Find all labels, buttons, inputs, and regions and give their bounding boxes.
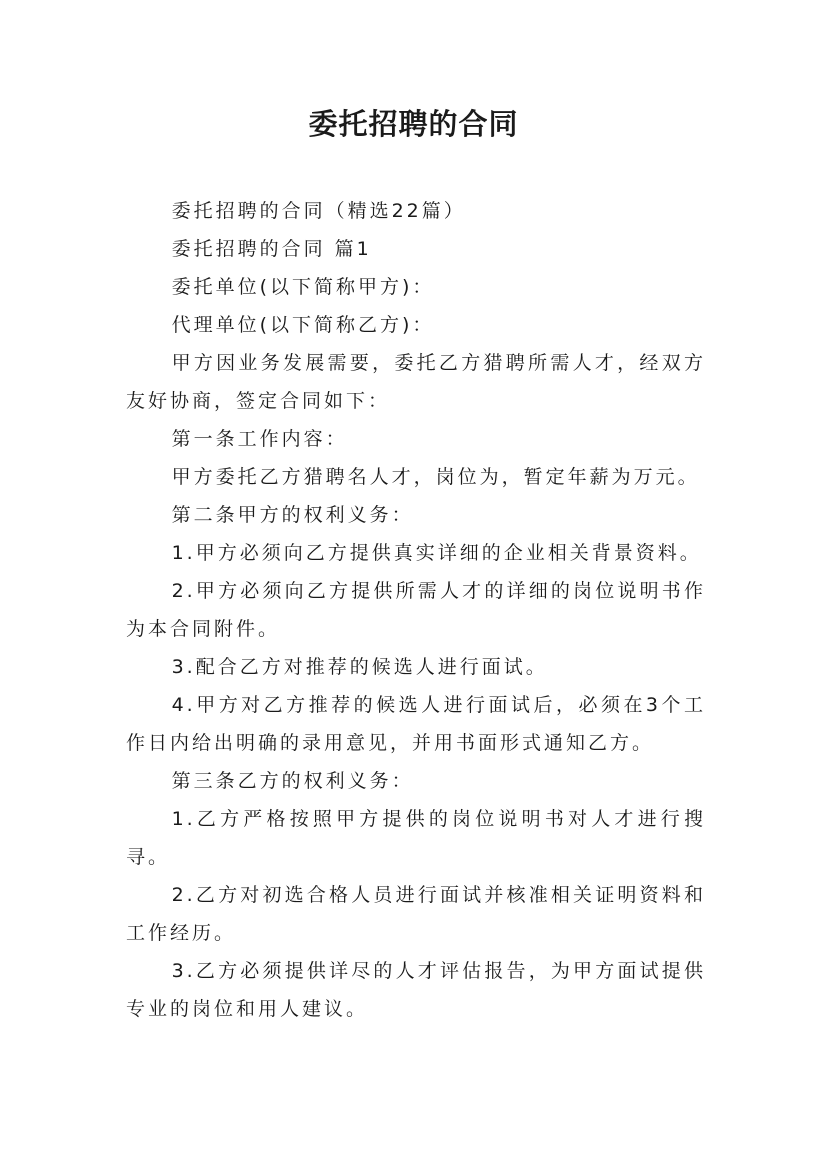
paragraph-subtitle: 委托招聘的合同（精选22篇） [171,200,466,222]
paragraph-party-a: 委托单位(以下简称甲方)： [171,276,435,298]
document-body [126,192,706,1028]
paragraph-article-2-item-4: 4.甲方对乙方推荐的候选人进行面试后，必须在3个工作日内给出明确的录用意见，并用书面形式通知乙方。 [126,694,706,754]
paragraph-preamble: 甲方因业务发展需要，委托乙方猎聘所需人才，经双方友好协商，签定合同如下： [126,352,706,412]
paragraph-article-3-item-1: 1.乙方严格按照甲方提供的岗位说明书对人才进行搜寻。 [126,808,706,868]
paragraph-article-3-heading: 第三条乙方的权利义务： [171,770,414,792]
document-title: 委托招聘的合同 [308,107,519,141]
paragraph-article-3-item-3: 3.乙方必须提供详尽的人才评估报告，为甲方面试提供专业的岗位和用人建议。 [126,960,706,1020]
paragraph-article-3-item-2: 2.乙方对初选合格人员进行面试并核准相关证明资料和工作经历。 [126,884,706,944]
paragraph-article-2-item-3: 3.配合乙方对推荐的候选人进行面试。 [171,656,548,678]
paragraph-article-2-heading: 第二条甲方的权利义务： [171,504,414,526]
paragraph-article-2-item-2: 2.甲方必须向乙方提供所需人才的详细的岗位说明书作为本合同附件。 [126,580,706,640]
paragraph-party-b: 代理单位(以下简称乙方)： [171,314,435,336]
paragraph-article-1-content: 甲方委托乙方猎聘名人才，岗位为，暂定年薪为万元。 [171,466,700,488]
paragraph-article-1-heading: 第一条工作内容： [171,428,348,450]
paragraph-section-heading: 委托招聘的合同 篇1 [171,238,372,260]
paragraph-article-2-item-1: 1.甲方必须向乙方提供真实详细的企业相关背景资料。 [171,542,702,564]
